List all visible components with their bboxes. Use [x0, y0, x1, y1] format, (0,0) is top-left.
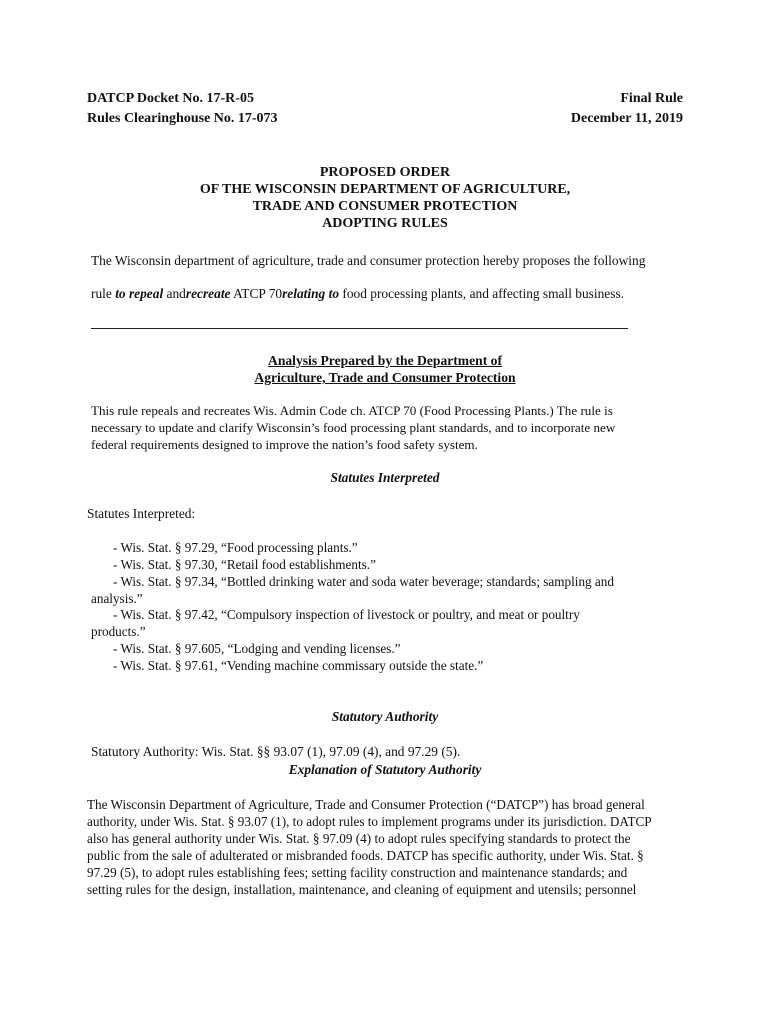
explanation-line: The Wisconsin Department of Agriculture, Trade and Consumer Protection (“DATCP”) has broad general: [87, 797, 645, 812]
clearinghouse-number: Rules Clearinghouse No. 17-073: [87, 111, 278, 126]
list-item: - Wis. Stat. § 97.42, “Compulsory inspection of livestock or poultry, and meat or poultry: [113, 607, 580, 622]
analysis-heading-1: Analysis Prepared by the Department of: [268, 353, 502, 368]
statutory-authority-text: Statutory Authority: Wis. Stat. §§ 93.07 (1), 97.09 (4), and 97.29 (5).: [91, 744, 461, 759]
list-item: products.”: [91, 624, 146, 639]
analysis-heading-2: Agriculture, Trade and Consumer Protection: [254, 370, 516, 385]
recreate-text: recreate: [185, 286, 231, 301]
atcp-chapter: ATCP 70: [233, 286, 283, 301]
list-item: - Wis. Stat. § 97.34, “Bottled drinking water and soda water beverage; standards; sampling and: [113, 574, 614, 589]
explanation-heading: Explanation of Statutory Authority: [288, 762, 482, 777]
intro-line-1: The Wisconsin department of agriculture, trade and consumer protection hereby proposes the following: [91, 253, 646, 268]
analysis-line: This rule repeals and recreates Wis. Admin Code ch. ATCP 70 (Food Processing Plants.) The rule is: [91, 403, 613, 418]
statutes-interpreted-heading: Statutes Interpreted: [330, 470, 440, 485]
list-item: - Wis. Stat. § 97.61, “Vending machine commissary outside the state.”: [113, 658, 484, 673]
analysis-line: necessary to update and clarify Wisconsin’s food processing plant standards, and to incorporate new: [91, 420, 616, 435]
title-line-1: PROPOSED ORDER: [319, 165, 451, 180]
to-repeal-text: to repeal: [115, 286, 164, 301]
and-word: and: [166, 286, 186, 301]
separator-line: [91, 328, 628, 329]
title-line-3: TRADE AND CONSUMER PROTECTION: [252, 199, 518, 214]
title-line-2: OF THE WISCONSIN DEPARTMENT OF AGRICULTURE,: [199, 182, 571, 197]
intro-line-2: [91, 285, 624, 302]
list-item: - Wis. Stat. § 97.605, “Lodging and vending licenses.”: [113, 641, 401, 656]
list-item: - Wis. Stat. § 97.29, “Food processing plants.”: [113, 540, 358, 555]
intro-rest: food processing plants, and affecting small business.: [342, 286, 625, 301]
statutes-interpreted-label: Statutes Interpreted:: [87, 506, 196, 521]
explanation-line: setting rules for the design, installation, maintenance, and cleaning of equipment and utensils; personnel: [87, 882, 637, 897]
rule-word: rule: [91, 286, 112, 301]
docket-number: DATCP Docket No. 17-R-05: [87, 91, 254, 106]
rule-date: December 11, 2019: [570, 111, 683, 126]
explanation-line: public from the sale of adulterated or misbranded foods. DATCP has specific authority, under Wis. Stat. §: [87, 848, 644, 863]
statutory-authority-heading: Statutory Authority: [331, 709, 439, 724]
explanation-line: 97.29 (5), to adopt rules establishing fees; setting facility construction and maintenance standards; and: [87, 865, 628, 880]
title-line-4: ADOPTING RULES: [322, 216, 448, 231]
analysis-line: federal requirements designed to improve the nation’s food safety system.: [91, 437, 478, 452]
rule-status: Final Rule: [620, 91, 683, 106]
explanation-line: authority, under Wis. Stat. § 93.07 (1), to adopt rules to implement programs under its jurisdiction. DATCP: [87, 814, 652, 829]
relating-to-text: relating to: [282, 286, 340, 301]
explanation-line: also has general authority under Wis. Stat. § 97.09 (4) to adopt rules specifying standards to protect the: [87, 831, 631, 846]
list-item: - Wis. Stat. § 97.30, “Retail food establishments.”: [113, 557, 376, 572]
list-item: analysis.”: [91, 591, 143, 606]
